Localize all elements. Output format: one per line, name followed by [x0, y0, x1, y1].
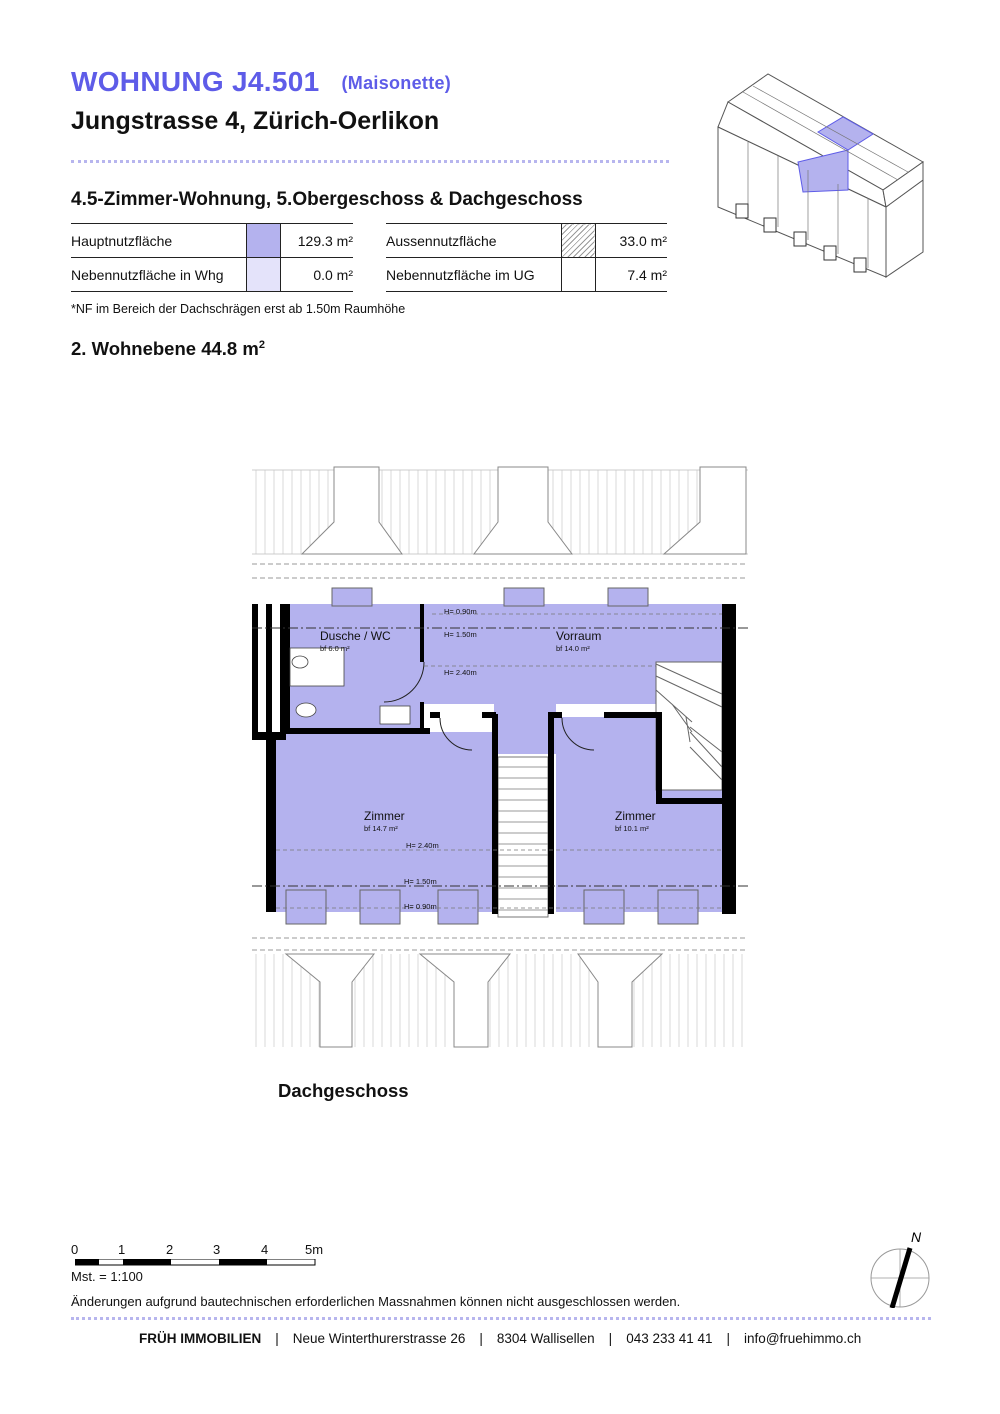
- area-label-hauptnutzflaeche: Hauptnutzfläche: [71, 224, 246, 258]
- level-label: 2. Wohnebene 44.8 m: [71, 338, 259, 359]
- height-label: H= 2.40m: [406, 841, 439, 850]
- area-value-aussennutzflaeche: 33.0 m²: [595, 224, 667, 258]
- room-name-vorraum: Vorraum: [556, 629, 602, 643]
- height-label: H= 2.40m: [444, 668, 477, 677]
- swatch-nebennutzflaeche-ug: [561, 258, 595, 292]
- divider-top: [71, 160, 669, 163]
- divider-bottom: [71, 1317, 931, 1320]
- room-name-dusche: Dusche / WC: [320, 629, 391, 643]
- room-area-vorraum: bf 14.0 m²: [556, 644, 590, 653]
- room-name-zimmer-left: Zimmer: [364, 809, 405, 823]
- area-footnote: *NF im Bereich der Dachschrägen erst ab 1.50m Raumhöhe: [71, 302, 406, 316]
- scale-tick: 5m: [305, 1242, 324, 1257]
- apartment-title: [71, 66, 451, 98]
- footer-street: Neue Winterthurerstrasse 26: [292, 1331, 466, 1346]
- room-name-zimmer-right: Zimmer: [615, 809, 656, 823]
- scale-ratio: Mst. = 1:100: [71, 1269, 143, 1284]
- scale-tick: 3: [213, 1242, 221, 1257]
- area-label-nebennutzflaeche-ug: Nebennutzfläche im UG: [386, 258, 561, 292]
- swatch-aussennutzflaeche: [561, 224, 595, 258]
- area-value-nebennutzflaeche-whg: 0.0 m²: [280, 258, 353, 292]
- scale-tick: 1: [118, 1242, 126, 1257]
- level-unit-exponent: 2: [258, 338, 265, 351]
- plan-caption: Dachgeschoss: [278, 1080, 409, 1101]
- floor-plan: [252, 462, 748, 1052]
- height-label: H= 0.90m: [444, 607, 477, 616]
- height-label: H= 1.50m: [444, 630, 477, 639]
- disclaimer: Änderungen aufgrund bautechnischen erforderlichen Massnahmen können nicht ausgeschlossen werden.: [71, 1294, 681, 1309]
- area-label-aussennutzflaeche: Aussennutzfläche: [386, 224, 561, 258]
- area-row: [71, 224, 667, 258]
- apartment-type: (Maisonette): [341, 73, 452, 93]
- scale-bar-graphic: [75, 1259, 319, 1267]
- area-label-nebennutzflaeche-whg: Nebennutzfläche in Whg: [71, 258, 246, 292]
- area-table: [71, 223, 667, 292]
- level-heading: [71, 338, 265, 360]
- north-arrow-icon: [866, 1226, 936, 1308]
- area-row: [71, 258, 667, 292]
- swatch-hauptnutzflaeche: [246, 224, 280, 258]
- room-area-dusche: bf 6.0 m²: [320, 644, 350, 653]
- compass-north-label: N: [911, 1229, 922, 1245]
- scale-tick: 4: [261, 1242, 269, 1257]
- unit-description: 4.5-Zimmer-Wohnung, 5.Obergeschoss & Dachgeschoss: [71, 189, 583, 210]
- height-label: H= 1.50m: [404, 877, 437, 886]
- room-area-zimmer-right: bf 10.1 m²: [615, 824, 649, 833]
- footer-phone: 043 233 41 41: [626, 1331, 713, 1346]
- scale-tick: 0: [71, 1242, 79, 1257]
- building-isometric-image: [708, 72, 928, 292]
- footer: FRÜH IMMOBILIEN | Neue Winterthurerstrasse 26 | 8304 Wallisellen | 043 233 41 41 | info@fruehimmo.ch: [139, 1331, 862, 1346]
- footer-city: 8304 Wallisellen: [496, 1331, 595, 1346]
- area-value-nebennutzflaeche-ug: 7.4 m²: [595, 258, 667, 292]
- height-label: H= 0.90m: [404, 902, 437, 911]
- scale-tick: 2: [166, 1242, 174, 1257]
- swatch-nebennutzflaeche-whg: [246, 258, 280, 292]
- apartment-number: WOHNUNG J4.501: [71, 66, 320, 97]
- footer-email[interactable]: info@fruehimmo.ch: [744, 1331, 862, 1346]
- room-area-zimmer-left: bf 14.7 m²: [364, 824, 398, 833]
- address: Jungstrasse 4, Zürich-Oerlikon: [71, 107, 440, 135]
- footer-company: FRÜH IMMOBILIEN: [139, 1331, 262, 1346]
- area-value-hauptnutzflaeche: 129.3 m²: [280, 224, 353, 258]
